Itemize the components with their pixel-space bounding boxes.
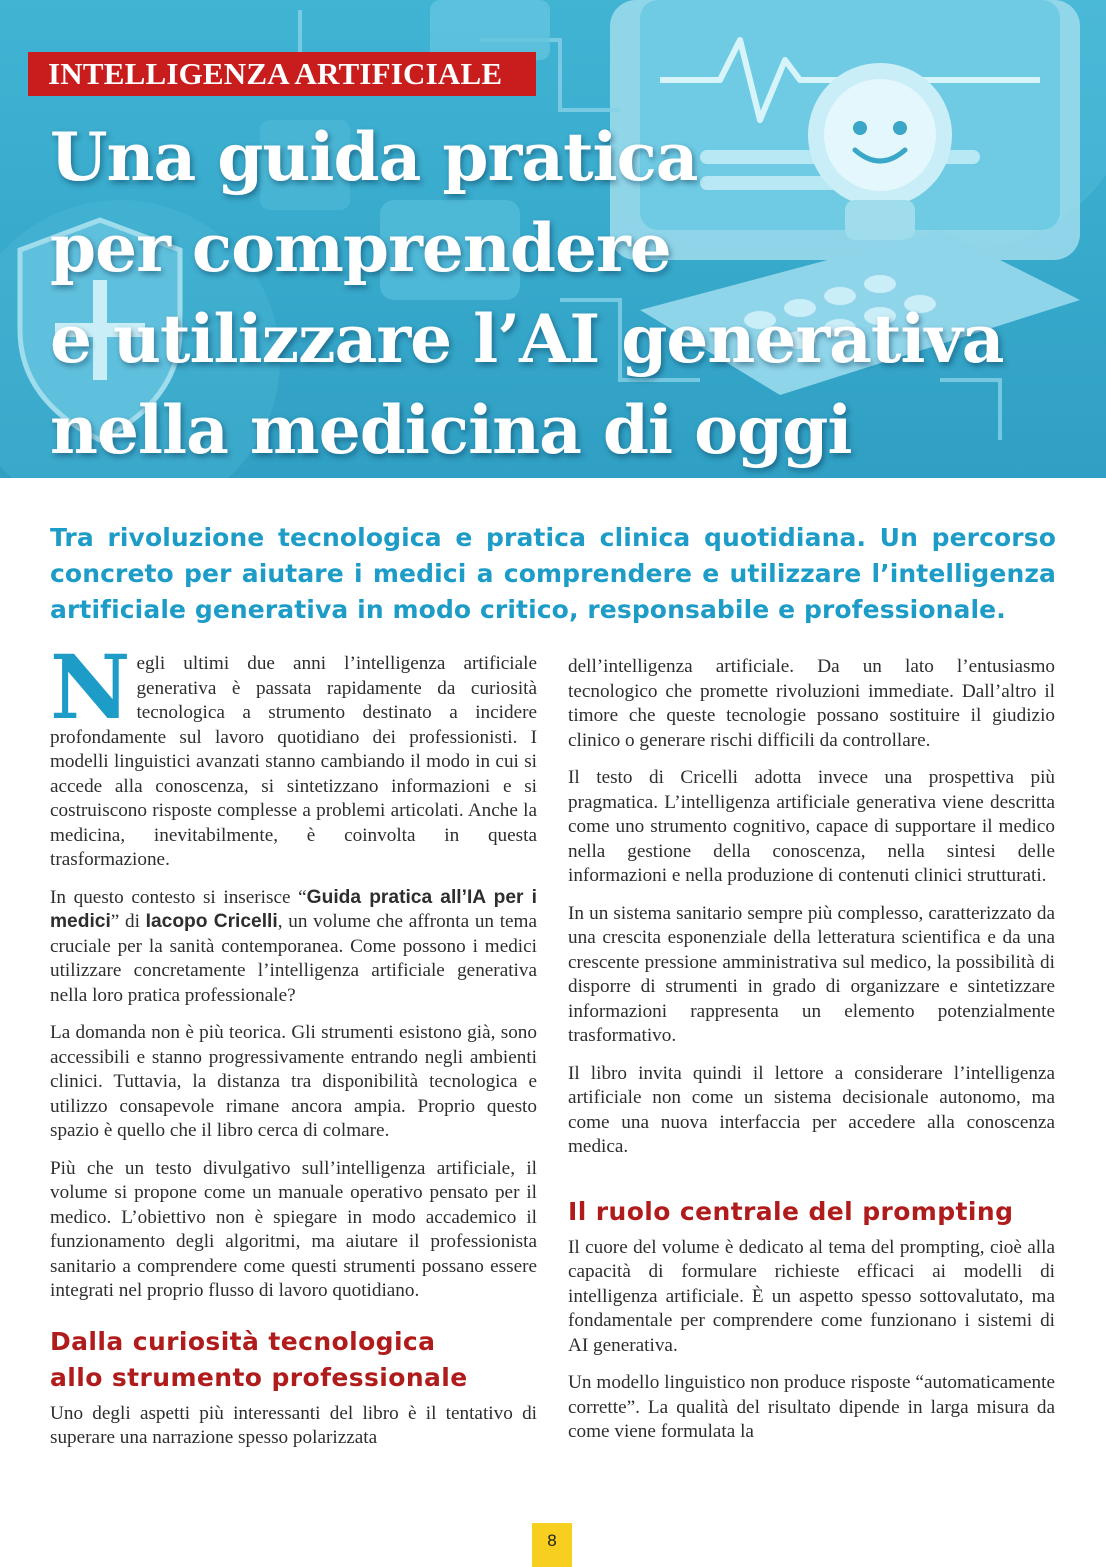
hero-banner bbox=[0, 0, 1106, 478]
text-run: , un volume che affronta un tema cruciale per la sanità contemporanea. Come possono i medici utilizzare concretamente l’intelligenza artificiale generativa nella loro pratica professionale? bbox=[50, 911, 537, 1006]
paragraph: Un modello linguistico non produce risposte “automaticamente corrette”. La qualità del risultato dipende in larga misura da come viene formulata la bbox=[568, 1372, 1055, 1442]
title-line: per comprendere bbox=[50, 209, 671, 287]
drop-cap: N bbox=[50, 635, 131, 739]
paragraph: dell’intelligenza artificiale. Da un lato l’entusiasmo tecnologico che promette rivoluzioni immediate. Dall’altro il timore che queste tecnologie possano sostituire il giudizio clinico o generare rischi difficili da controllare. bbox=[568, 656, 1055, 751]
section-label: INTELLIGENZA ARTIFICIALE bbox=[28, 52, 536, 96]
paragraph: Più che un testo divulgativo sull’intelligenza artificiale, il volume si propone come un manuale operativo pensato per il medico. L’obiettivo non è spiegare in modo accademico il funzionamento degli algoritmi, ma aiutare il professionista sanitario a comprendere come questi strumenti possano essere integrati nel proprio flusso di lavoro quotidiano. bbox=[50, 1157, 537, 1301]
paragraph: In un sistema sanitario sempre più complesso, caratterizzato da una crescita esponenziale della letteratura scientifica e da una crescente pressione amministrativa sul medico, la possibilità di disporre di strumenti in grado di organizzare e sintetizzare informazioni rappresenta un elemento potenzialmente trasformativo. bbox=[568, 902, 1055, 1046]
page-number: 8 bbox=[532, 1523, 572, 1567]
title-line: nella medicina di oggi bbox=[50, 391, 852, 469]
paragraph: La domanda non è più teorica. Gli strumenti esistono già, sono accessibili e stanno progressivamente entrando negli ambienti clinici. Tuttavia, la distanza tra disponibilità tecnologica e utilizzo consapevole rimane ancora ampia. Proprio questo spazio è quello che il libro cerca di colmare. bbox=[50, 1022, 537, 1141]
left-column bbox=[50, 635, 537, 1464]
lead-paragraph: Tra rivoluzione tecnologica e pratica clinica quotidiana. Un percorso concreto per aiutare i medici a comprendere e utilizzare l’intelligenza artificiale generativa in modo critico, responsabile e professionale. bbox=[50, 523, 1056, 624]
page-title bbox=[50, 112, 1090, 476]
section-subheading bbox=[50, 1324, 537, 1396]
paragraph: Il libro invita quindi il lettore a considerare l’intelligenza artificiale non come un sistema decisionale autonomo, ma come una nuova interfaccia per accedere alla conoscenza medica. bbox=[568, 1062, 1055, 1157]
subheading-line: allo strumento professionale bbox=[50, 1362, 468, 1392]
text-run: ” di bbox=[110, 911, 146, 932]
paragraph: Il cuore del volume è dedicato al tema del prompting, cioè alla capacità di formulare richieste efficaci ai modelli di intelligenza artificiale. È un aspetto spesso sottovalutato, ma fondamentale per comprendere come funzionano i sistemi di AI generativa. bbox=[568, 1236, 1055, 1356]
paragraph: Uno degli aspetti più interessanti del libro è il tentativo di superare una narrazione spesso polarizzata bbox=[50, 1402, 537, 1448]
book-paragraph bbox=[50, 886, 537, 1009]
section-subheading: Il ruolo centrale del prompting bbox=[568, 1196, 1014, 1226]
title-line: e utilizzare l’AI generativa bbox=[50, 300, 1004, 378]
paragraph: Il testo di Cricelli adotta invece una prospettiva più pragmatica. L’intelligenza artificiale generativa viene descritta come uno strumento cognitivo, capace di supportare il medico nella gestione della conoscenza, nella sintesi delle informazioni e nella produzione di contenuti clinici strutturati. bbox=[568, 767, 1055, 886]
intro-paragraph bbox=[50, 635, 537, 873]
title-line: Una guida pratica bbox=[50, 118, 698, 196]
text-run: In questo contesto si inserisce “ bbox=[50, 886, 307, 908]
author-name: Iacopo Cricelli bbox=[145, 911, 278, 932]
subheading-line: Dalla curiosità tecnologica bbox=[50, 1326, 436, 1356]
right-column bbox=[568, 655, 1055, 1458]
paragraph-text: egli ultimi due anni l’intelligenza artificiale generativa è passata rapidamente da curiosità tecnologica a strumento destinato a incidere profondamente sul lavoro quotidiano dei professionisti. I modelli linguistici avanzati stanno cambiando il modo in cui si accede alla conoscenza, si sintetizzano informazioni e si costruiscono risposte complesse a problemi articolati. Anche la medicina, inevitabilmente, è coinvolta in questa trasformazione. bbox=[50, 653, 537, 870]
book-title: Guida pratica all’IA per i medici bbox=[50, 886, 537, 932]
